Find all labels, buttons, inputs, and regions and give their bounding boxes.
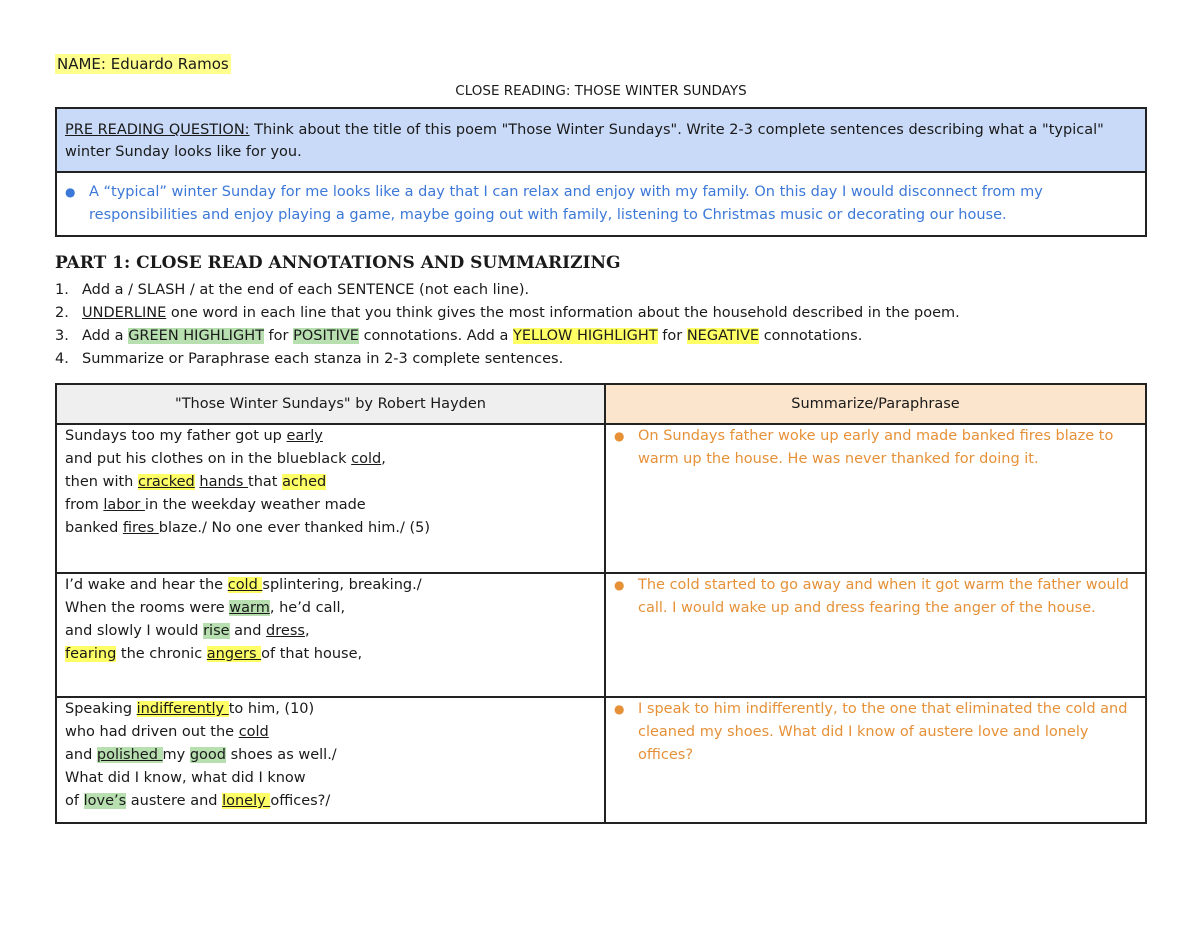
table-header-row xyxy=(56,384,1146,424)
table-row xyxy=(56,697,1146,823)
instruction-item: 2. UNDERLINE one word in each line that you think gives the most information about the household described in the poem. xyxy=(55,305,960,321)
instruction-item: 3. Add a GREEN HIGHLIGHT for POSITIVE connotations. Add a YELLOW HIGHLIGHT for NEGATIVE connotations. xyxy=(55,328,863,344)
worksheet-page xyxy=(55,55,1147,824)
yellow-highlight-label: YELLOW HIGHLIGHT xyxy=(512,328,658,344)
document-title: CLOSE READING: THOSE WINTER SUNDAYS xyxy=(455,83,747,99)
table-row xyxy=(56,573,1146,697)
bullet-icon: ● xyxy=(614,702,625,716)
summary-cell-2: ● The cold started to go away and when it got warm the father would call. I would wake up and dress fearing the anger of the house. xyxy=(605,573,1146,697)
summary-column-header: Summarize/Paraphrase xyxy=(605,384,1146,424)
table-row xyxy=(56,424,1146,573)
student-name: NAME: Eduardo Ramos xyxy=(57,55,229,73)
poem-stanza-3: Speaking indifferently to him, (10) who had driven out the cold and polished my good shoes as well./ What did I know, what did I know of love’s austere and lonely offices?/ xyxy=(56,697,605,823)
instruction-list xyxy=(55,279,1147,371)
bullet-icon: ● xyxy=(614,578,625,592)
positive-label: POSITIVE xyxy=(293,328,359,344)
bullet-icon: ● xyxy=(614,429,625,443)
annotation-table xyxy=(55,383,1147,824)
green-highlight-label: GREEN HIGHLIGHT xyxy=(128,328,264,344)
poem-stanza-1: Sundays too my father got up early and put his clothes on in the blueblack cold, then with cracked hands that ached from labor in the weekday weather made banked fires blaze./ No one ever thanked him./ (5) xyxy=(56,424,605,573)
part1-heading: PART 1: CLOSE READ ANNOTATIONS AND SUMMARIZING xyxy=(55,253,621,273)
poem-column-header: "Those Winter Sundays" by Robert Hayden xyxy=(56,384,605,424)
bullet-icon: ● xyxy=(65,185,76,199)
pre-reading-answer xyxy=(57,173,1145,235)
instruction-item: 1. Add a / SLASH / at the end of each SENTENCE (not each line). xyxy=(55,282,530,298)
instruction-item: 4. Summarize or Paraphrase each stanza in 2-3 complete sentences. xyxy=(55,351,564,367)
summary-cell-3: ● I speak to him indifferently, to the one that eliminated the cold and cleaned my shoes. What did I know of austere love and lonely offices? xyxy=(605,697,1146,823)
negative-label: NEGATIVE xyxy=(686,328,760,344)
summary-cell-1: ● On Sundays father woke up early and made banked fires blaze to warm up the house. He was never thanked for doing it. xyxy=(605,424,1146,573)
pre-reading-answer-text: A “typical” winter Sunday for me looks like a day that I can relax and enjoy with my family. On this day I would disconnect from my responsibilities and enjoy playing a game, maybe going out with family, listening to Christmas music or decorating our house. xyxy=(89,184,1043,223)
pre-reading-question xyxy=(57,109,1145,173)
pre-reading-question-text: Think about the title of this poem "Those Winter Sundays". Write 2-3 complete sentences describing what a "typical" winter Sunday looks like for you. xyxy=(65,122,1104,160)
pre-reading-box xyxy=(55,107,1147,237)
poem-stanza-2: I’d wake and hear the cold splintering, breaking./ When the rooms were warm, he’d call, and slowly I would rise and dress, fearing the chronic angers of that house, xyxy=(56,573,605,697)
pre-reading-label: PRE READING QUESTION: xyxy=(65,122,250,138)
